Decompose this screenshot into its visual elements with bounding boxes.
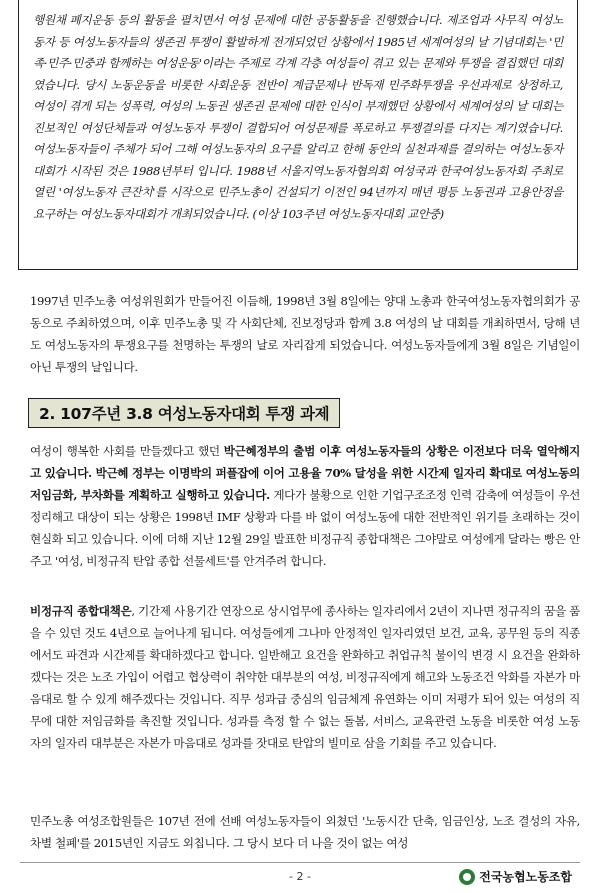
paragraph-nonregular-policy xyxy=(30,600,580,754)
quote-text: 행원채 폐지운동 등의 활동을 펼치면서 여성 문제에 대한 공동활동을 진행했습니다. 제조업과 사무직 여성노동자 등 여성노동자들의 생존권 투쟁이 활발하게 전개되었던 상황에서 1985년 세계여성의 날 기념대회는 '민족·민주·민중과 함께하는 여성운동'이라는 주제로 각계 각층 여성들이 겪고 있는 문제와 투쟁을 결집했던 대회였습니다. 당시 노동운동을 비롯한 사회운동 전반이 계급문제나 반독재 민주화투쟁을 우선과제로 상정하고, 여성이 겪게 되는 성폭력, 여성의 노동권 생존권 문제에 대한 인식이 부재했던 상황에서 세계여성의 날 대회는 진보적인 여성단체들과 여성노동자 투쟁이 결합되어 여성문제를 폭로하고 투쟁결의를 다지는 계기였습니다. 여성노동자들이 주체가 되어 그해 여성노동자의 요구를 알리고 한해 동안의 실천과제를 결의하는 여성노동자대회가 시작된 것은 1988년부터 입니다. 1988년 서울지역노동자협의회 여성국과 한국여성노동자회 주최로 열린 '여성노동자 큰잔치'를 시작으로 민주노총이 건설되기 이전인 94년까지 매년 평등 노동권과 고용안정을 요구하는 여성노동자대회가 개최되었습니다. (이상 103주년 여성노동자대회 교안중) xyxy=(33,13,563,221)
organization-name: 전국농협노동조합 xyxy=(479,870,572,884)
paragraph-nonregular-bold: 비정규직 종합대책은 xyxy=(30,604,132,618)
paragraph-situation-lead: 여성이 행복한 사회를 만들겠다고 했던 xyxy=(30,444,224,458)
union-logo-icon xyxy=(459,869,475,885)
paragraph-situation xyxy=(30,440,580,572)
paragraph-situation-rest: 게다가 불황으로 인한 기업구조조정 인력 감축에 여성들이 우선 정리해고 대상이 되는 상황은 1998년 IMF 상황과 다를 바 없이 여성노동에 대한 전반적인 위기를 초래하는 것이 현실화 되고 있습니다. 이에 더해 지난 12월 29일 발표한 비정규직 종합대책은 그야말로 여성에게 달라는 빵은 안주고 '여성, 비정규직 탄압 종합 선물세트'를 안겨주려 합니다. xyxy=(30,488,580,568)
paragraph-union-members: 민주노총 여성조합원들은 107년 전에 선배 여성노동자들이 외쳤던 '노동시간 단축, 임금인상, 노조 결성의 자유, 차별 철폐'를 2015년인 지금도 외칩니다. 그 당시 보다 더 나을 것이 없는 여성 xyxy=(30,814,580,850)
quote-box xyxy=(18,0,578,270)
paragraph-history: 1997년 민주노총 여성위원회가 만들어진 이듬해, 1998년 3월 8일에는 양대 노총과 한국여성노동자협의회가 공동으로 주최하였으며, 이후 민주노총 및 각 사회단체, 진보정당과 함께 3.8 여성의 날 대회를 개최하면서, 당해 년도 여성노동자의 투쟁요구를 천명하는 투쟁의 날로 자리잡게 되었습니다. 여성노동자들에게 3월 8일은 기념일이 아닌 투쟁의 날입니다. xyxy=(30,294,580,374)
page-number: - 2 - xyxy=(289,870,311,883)
footer-divider xyxy=(20,862,580,863)
section-heading: 2. 107주년 3.8 여성노동자대회 투쟁 과제 xyxy=(28,398,340,428)
paragraph-nonregular-text: , 기간제 사용기간 연장으로 상시업무에 종사하는 일자리에서 2년이 지나면 정규직의 꿈을 품을 수 있던 것도 4년으로 늘어나게 됩니다. 여성들에게 그나마 안정적인 일자리였던 보건, 교육, 공무원 등의 직종에서도 파견과 시간제를 확대하겠다고 합니다. 일반해고 요건을 완화하고 취업규칙 불이익 변경 시 요건을 완화하겠다는 것은 노조 가입이 어렵고 협상력이 취약한 대부분의 여성, 비정규직에게 해고와 노동조건 악화를 자본가 마음대로 할 수 있게 해주겠다는 것입니다. 직무 성과급 중심의 임금체계 유연화는 이미 저평가 되어 있는 여성의 직무에 대한 저임금화를 촉진할 것입니다. 성과를 측정 할 수 없는 돌봄, 서비스, 교육관련 노동을 비롯한 여성 노동자의 일자리 대부분은 자본가 마음대로 성과를 잣대로 탄압의 빌미로 삼을 기회를 주고 있습니다. xyxy=(30,604,580,750)
organization-logo xyxy=(459,868,572,885)
paragraph-situation-bold: 박근혜정부의 출범 이후 여성노동자들의 상황은 이전보다 더욱 열악해지고 있습니다. 박근혜 정부는 이명박의 퍼플잡에 이어 고용율 70% 달성을 위한 시간제 일자리 확대로 여성노동의 저임금화, 부차화를 계획하고 실행하고 있습니다. xyxy=(30,444,580,502)
